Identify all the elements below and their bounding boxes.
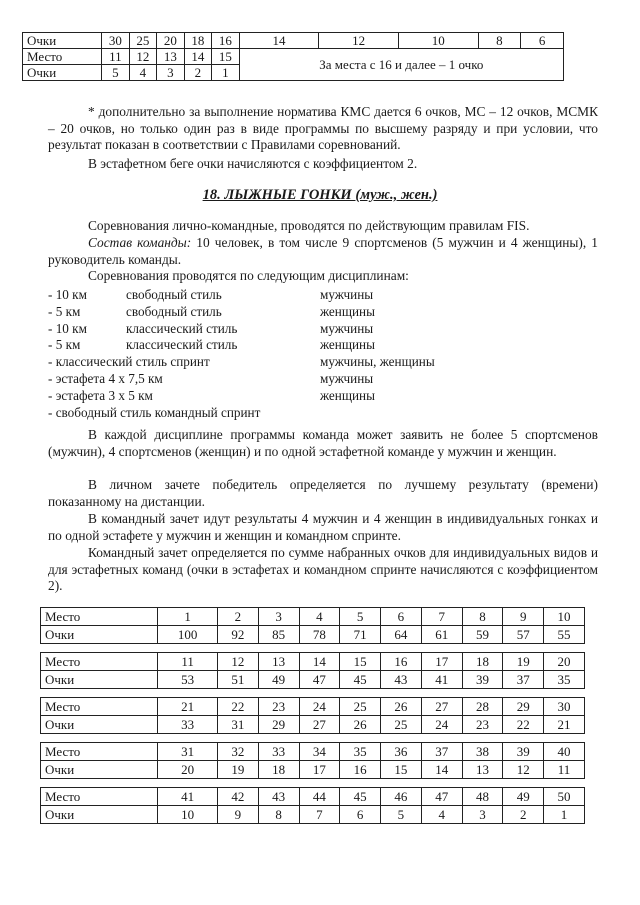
table-cell: 23 — [462, 716, 503, 734]
table-cell: 14 — [184, 49, 212, 65]
gap-cell — [381, 779, 422, 788]
team-label: Состав команды: — [88, 235, 192, 250]
table-cell: 20 — [157, 33, 185, 49]
discipline-gender: женщины — [320, 337, 375, 353]
table-cell: 100 — [158, 626, 218, 644]
table-cell: 1 — [544, 806, 585, 824]
discipline-distance: - эстафета 3 х 5 км — [48, 387, 153, 403]
table-cell: 26 — [340, 716, 381, 734]
table-cell: 10 — [158, 806, 218, 824]
gap-cell — [381, 734, 422, 743]
table-cell: 3 — [258, 608, 299, 626]
table-cell: 48 — [462, 788, 503, 806]
table-cell: 44 — [299, 788, 340, 806]
table-cell: 7 — [299, 806, 340, 824]
rule-paragraph: В командный зачет идут результаты 4 мужчин и 4 женщин в индивидуальных гонках и по одной эстафете у мужчин и женщин и командном спринте. — [48, 511, 598, 543]
row-label: Место — [41, 743, 158, 761]
team-composition — [48, 235, 598, 268]
gap-cell — [258, 689, 299, 698]
row-label: Очки — [23, 65, 102, 81]
table-row — [41, 671, 585, 689]
table-cell: 71 — [340, 626, 381, 644]
table-cell: 50 — [544, 788, 585, 806]
table-cell: 10 — [398, 33, 478, 49]
discipline-distance: - 10 км — [48, 287, 87, 302]
table-cell: 57 — [503, 626, 544, 644]
table-cell: 39 — [462, 671, 503, 689]
table-cell: 37 — [503, 671, 544, 689]
team-text: 10 человек, в том числе 9 спортсменов (5 мужчин и 4 женщины), 1 руководитель команды. — [48, 235, 598, 267]
gap-cell — [258, 644, 299, 653]
gap-cell — [503, 689, 544, 698]
gap-cell — [503, 734, 544, 743]
table-cell: 42 — [217, 788, 258, 806]
gap-cell — [158, 644, 218, 653]
row-label: Место — [23, 49, 102, 65]
table-cell: 41 — [421, 671, 462, 689]
gap-cell — [544, 644, 585, 653]
discipline-style: классический стиль — [126, 320, 238, 336]
gap-cell — [158, 779, 218, 788]
table-cell: 45 — [340, 788, 381, 806]
table-cell: 5 — [381, 806, 422, 824]
table-cell: 18 — [462, 653, 503, 671]
table-cell: 17 — [421, 653, 462, 671]
table-cell: 13 — [157, 49, 185, 65]
table-cell: 51 — [217, 671, 258, 689]
table-cell: 21 — [158, 698, 218, 716]
table-cell: 35 — [340, 743, 381, 761]
row-label: Очки — [23, 33, 102, 49]
table-gap-row — [41, 779, 585, 788]
table-cell: 55 — [544, 626, 585, 644]
table-cell: 25 — [381, 716, 422, 734]
table-cell: 39 — [503, 743, 544, 761]
footnote: * дополнительно за выполнение норматива КМС дается 6 очков, МС – 12 очков, МСМК – 20 очков, но только один раз в виде программы по высшему разряду и при условии, что результат показан в соответствии с Правилами соревнований. — [48, 104, 598, 152]
gap-cell — [258, 779, 299, 788]
discipline-gender: женщины — [320, 303, 375, 319]
table-row — [41, 698, 585, 716]
table-cell: 49 — [258, 671, 299, 689]
table-cell: 59 — [462, 626, 503, 644]
table-cell: 36 — [381, 743, 422, 761]
table-cell: 16 — [340, 761, 381, 779]
table-cell: 2 — [503, 806, 544, 824]
gap-cell — [158, 734, 218, 743]
table-row — [41, 761, 585, 779]
table-cell: 11 — [544, 761, 585, 779]
row-label: Очки — [41, 806, 158, 824]
table-cell: 21 — [544, 716, 585, 734]
table-cell: 13 — [258, 653, 299, 671]
table-cell: 26 — [381, 698, 422, 716]
table-cell: 5 — [340, 608, 381, 626]
row-label: Место — [41, 653, 158, 671]
table-gap-row — [41, 689, 585, 698]
table-cell: 18 — [184, 33, 212, 49]
table-cell: 12 — [319, 33, 399, 49]
discipline-style: свободный стиль — [126, 303, 222, 319]
gap-cell — [544, 779, 585, 788]
table-cell: 6 — [521, 33, 564, 49]
gap-cell — [258, 734, 299, 743]
gap-cell — [217, 689, 258, 698]
gap-cell — [421, 644, 462, 653]
table-row — [41, 626, 585, 644]
table-cell: 16 — [212, 33, 240, 49]
table-cell: 4 — [129, 65, 157, 81]
gap-cell — [299, 779, 340, 788]
table-note-cell: За места с 16 и далее – 1 очко — [239, 49, 563, 81]
discipline-distance: - классический стиль спринт — [48, 354, 210, 370]
table-cell: 41 — [158, 788, 218, 806]
gap-cell — [421, 689, 462, 698]
table-cell: 8 — [462, 608, 503, 626]
gap-cell — [503, 779, 544, 788]
table-row — [41, 743, 585, 761]
table-cell: 19 — [217, 761, 258, 779]
gap-cell — [41, 734, 158, 743]
table-cell: 30 — [544, 698, 585, 716]
gap-cell — [381, 644, 422, 653]
table-cell: 14 — [239, 33, 319, 49]
table-cell: 1 — [212, 65, 240, 81]
row-label: Очки — [41, 671, 158, 689]
table-cell: 3 — [462, 806, 503, 824]
table-cell: 12 — [129, 49, 157, 65]
table-cell: 5 — [102, 65, 130, 81]
table-cell: 25 — [129, 33, 157, 49]
table-cell: 19 — [503, 653, 544, 671]
table-cell: 6 — [340, 806, 381, 824]
disciplines-intro: Соревнования проводятся по следующим дисциплинам: — [88, 268, 409, 283]
table-cell: 78 — [299, 626, 340, 644]
table-cell: 2 — [184, 65, 212, 81]
table-row — [41, 716, 585, 734]
row-label: Очки — [41, 716, 158, 734]
row-label: Место — [41, 608, 158, 626]
discipline-distance: - эстафета 4 х 7,5 км — [48, 370, 163, 386]
table-cell: 4 — [299, 608, 340, 626]
gap-cell — [299, 644, 340, 653]
table-cell: 18 — [258, 761, 299, 779]
table-cell: 10 — [544, 608, 585, 626]
table-gap-row — [41, 644, 585, 653]
table-row — [23, 33, 564, 49]
discipline-gender: женщины — [320, 387, 375, 403]
table-cell: 49 — [503, 788, 544, 806]
table-row — [41, 608, 585, 626]
table-cell: 43 — [258, 788, 299, 806]
intro-text: Соревнования лично-командные, проводятся по действующим правилам FIS. — [88, 218, 530, 233]
gap-cell — [41, 779, 158, 788]
gap-cell — [462, 779, 503, 788]
gap-cell — [217, 644, 258, 653]
row-label: Очки — [41, 626, 158, 644]
table-cell: 38 — [462, 743, 503, 761]
gap-cell — [217, 779, 258, 788]
table-cell: 40 — [544, 743, 585, 761]
row-label: Место — [41, 698, 158, 716]
gap-cell — [41, 644, 158, 653]
table-cell: 23 — [258, 698, 299, 716]
row-label: Очки — [41, 761, 158, 779]
table-cell: 20 — [544, 653, 585, 671]
table-row — [41, 653, 585, 671]
table-cell: 20 — [158, 761, 218, 779]
table-cell: 3 — [157, 65, 185, 81]
table-cell: 46 — [381, 788, 422, 806]
table-cell: 34 — [299, 743, 340, 761]
table-cell: 31 — [158, 743, 218, 761]
table-cell: 4 — [421, 806, 462, 824]
table-cell: 33 — [158, 716, 218, 734]
table-cell: 16 — [381, 653, 422, 671]
discipline-style: свободный стиль — [126, 287, 222, 302]
discipline-gender: мужчины — [320, 370, 374, 386]
table-cell: 24 — [299, 698, 340, 716]
gap-cell — [340, 644, 381, 653]
table-cell: 22 — [503, 716, 544, 734]
discipline-gender: мужчины, женщины — [320, 354, 435, 370]
table-cell: 15 — [381, 761, 422, 779]
table-cell: 27 — [299, 716, 340, 734]
gap-cell — [421, 779, 462, 788]
table-row — [23, 49, 564, 65]
table-cell: 47 — [299, 671, 340, 689]
top-points-table — [22, 32, 564, 81]
table-cell: 2 — [217, 608, 258, 626]
gap-cell — [340, 734, 381, 743]
gap-cell — [544, 689, 585, 698]
section-title: 18. ЛЫЖНЫЕ ГОНКИ (муж., жен.) — [202, 187, 438, 203]
discipline-gender: мужчины — [320, 287, 374, 302]
table-cell: 14 — [421, 761, 462, 779]
table-cell: 15 — [340, 653, 381, 671]
discipline-gender: мужчины — [320, 320, 374, 336]
table-cell: 15 — [212, 49, 240, 65]
table-cell: 14 — [299, 653, 340, 671]
table-cell: 8 — [258, 806, 299, 824]
gap-cell — [299, 689, 340, 698]
relay-note: В эстафетном беге очки начисляются с коэффициентом 2. — [88, 156, 418, 171]
row-label: Место — [41, 788, 158, 806]
table-cell: 31 — [217, 716, 258, 734]
table-cell: 53 — [158, 671, 218, 689]
gap-cell — [462, 689, 503, 698]
table-row — [41, 806, 585, 824]
gap-cell — [340, 689, 381, 698]
gap-cell — [462, 644, 503, 653]
gap-cell — [503, 644, 544, 653]
table-cell: 9 — [217, 806, 258, 824]
table-cell: 29 — [503, 698, 544, 716]
gap-cell — [217, 734, 258, 743]
table-cell: 64 — [381, 626, 422, 644]
table-cell: 92 — [217, 626, 258, 644]
table-cell: 37 — [421, 743, 462, 761]
table-cell: 43 — [381, 671, 422, 689]
table-cell: 45 — [340, 671, 381, 689]
gap-cell — [41, 689, 158, 698]
table-row — [41, 788, 585, 806]
table-cell: 1 — [158, 608, 218, 626]
table-cell: 28 — [462, 698, 503, 716]
gap-cell — [340, 779, 381, 788]
table-cell: 17 — [299, 761, 340, 779]
table-gap-row — [41, 734, 585, 743]
table-cell: 13 — [462, 761, 503, 779]
table-cell: 7 — [421, 608, 462, 626]
table-cell: 12 — [503, 761, 544, 779]
gap-cell — [299, 734, 340, 743]
rule-paragraph: В личном зачете победитель определяется по лучшему результату (времени) показанному на дистанции. — [48, 477, 598, 509]
table-cell: 47 — [421, 788, 462, 806]
rule-paragraph: Командный зачет определяется по сумме набранных очков для индивидуальных видов и для эстафетных команд (очки в эстафетах и командном спринте начисляются с коэффициентом 2). — [48, 545, 598, 593]
table-cell: 25 — [340, 698, 381, 716]
discipline-distance: - свободный стиль командный спринт — [48, 404, 261, 420]
table-cell: 33 — [258, 743, 299, 761]
discipline-distance: - 5 км — [48, 337, 81, 353]
gap-cell — [158, 689, 218, 698]
discipline-distance: - 10 км — [48, 320, 87, 336]
table-cell: 22 — [217, 698, 258, 716]
rule-paragraph: В каждой дисциплине программы команда может заявить не более 5 спортсменов (мужчин), 4 спортсменов (женщин) и по одной эстафетной команде у мужчин и женщин. — [48, 427, 598, 459]
discipline-style: классический стиль — [126, 337, 238, 353]
discipline-distance: - 5 км — [48, 303, 81, 319]
points-table — [40, 607, 585, 824]
gap-cell — [462, 734, 503, 743]
table-cell: 12 — [217, 653, 258, 671]
table-cell: 61 — [421, 626, 462, 644]
table-cell: 6 — [381, 608, 422, 626]
table-cell: 85 — [258, 626, 299, 644]
table-cell: 35 — [544, 671, 585, 689]
gap-cell — [421, 734, 462, 743]
gap-cell — [381, 689, 422, 698]
table-cell: 30 — [102, 33, 130, 49]
table-cell: 29 — [258, 716, 299, 734]
table-cell: 11 — [102, 49, 130, 65]
table-cell: 32 — [217, 743, 258, 761]
table-cell: 27 — [421, 698, 462, 716]
gap-cell — [544, 734, 585, 743]
table-cell: 11 — [158, 653, 218, 671]
table-cell: 24 — [421, 716, 462, 734]
table-cell: 9 — [503, 608, 544, 626]
table-cell: 8 — [478, 33, 521, 49]
